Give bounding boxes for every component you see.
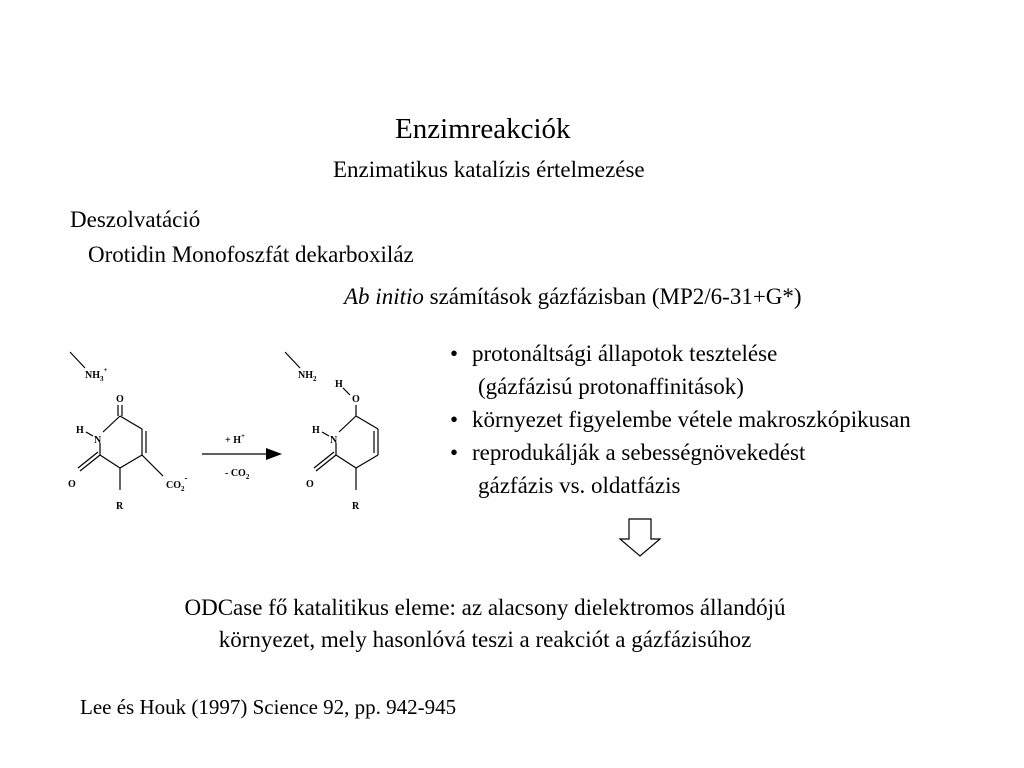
svg-text:NH2: [298, 370, 317, 383]
reference-citation: Lee és Houk (1997) Science 92, pp. 942-945: [80, 695, 457, 719]
ab-initio-line: [344, 285, 802, 308]
section-heading-desolvation: Deszolvatáció: [70, 207, 201, 232]
reactant-nh3-subscript: 3: [100, 375, 104, 383]
conclusion-line-1: ODCase fő katalitikus eleme: az alacsony dielektromos állandójú: [184, 595, 786, 620]
bullet-item: [450, 436, 911, 469]
product-labels: [298, 370, 360, 512]
bullet-item: [450, 337, 911, 370]
product-n-label: N: [330, 435, 338, 446]
product-o-left-label: O: [306, 479, 314, 490]
reactant-o-top-label: O: [116, 394, 124, 405]
product-o-top-label: O: [352, 394, 360, 405]
reactant-co2-subscript: 2: [181, 485, 185, 493]
arrow-bottom-label: - CO: [225, 468, 246, 479]
reactant-labels: [68, 366, 188, 512]
arrow-top-superscript: +: [240, 432, 245, 440]
product-h-label: H: [312, 425, 320, 436]
reaction-scheme: [60, 340, 390, 530]
product-r-label: R: [352, 501, 360, 512]
arrow-bottom-subscript: 2: [245, 473, 250, 481]
bullet-marker: •: [450, 440, 459, 465]
reactant-h-label: H: [76, 425, 84, 436]
bullet-marker: •: [450, 407, 459, 432]
down-arrow-icon: [618, 518, 662, 558]
section-subheading-odcase: Orotidin Monofoszfát dekarboxiláz: [88, 242, 414, 267]
bullet-text: reprodukálják a sebességnövekedést: [472, 440, 806, 465]
product-h-top-label: H: [335, 379, 343, 390]
reactant-n-label: N: [94, 435, 102, 446]
reactant-bonds: [70, 352, 163, 490]
reactant-nh3-label: NH: [85, 370, 100, 381]
ab-initio-italic: Ab initio: [344, 284, 424, 309]
conclusion-text: [80, 592, 890, 656]
bullet-item: [450, 403, 911, 436]
slide-title: Enzimreakciók: [395, 113, 571, 145]
reactant-co2-label: CO: [166, 480, 181, 491]
bullet-text: gázfázis vs. oldatfázis: [478, 473, 681, 498]
svg-text:+ H+: [225, 432, 245, 446]
bullet-text: (gázfázisú protonaffinitások): [478, 374, 744, 399]
reactant-r-label: R: [116, 501, 124, 512]
bullet-item: [450, 370, 911, 403]
product-nh2-label: NH: [298, 370, 313, 381]
svg-text:- CO2: [225, 468, 250, 481]
slide-subtitle: Enzimatikus katalízis értelmezése: [333, 157, 645, 182]
svg-text:CO2-: [166, 473, 188, 493]
reaction-arrow-head: [266, 448, 282, 460]
product-nh2-subscript: 2: [313, 375, 317, 383]
bullet-list: [450, 337, 911, 502]
arrow-top-label: + H: [225, 435, 241, 446]
conclusion-line-2: környezet, mely hasonlóvá teszi a reakciót a gázfázisúhoz: [218, 627, 752, 652]
bullet-text: protonáltsági állapotok tesztelése: [472, 341, 778, 366]
ab-initio-text: számítások gázfázisban (MP2/6-31+G*): [423, 284, 802, 309]
reaction-arrow: [202, 432, 282, 481]
reactant-o-left-label: O: [68, 479, 76, 490]
reactant-nh3-superscript: +: [103, 366, 108, 374]
bullet-item: [450, 469, 911, 502]
reactant-co2-superscript: -: [184, 473, 188, 483]
svg-text:NH3+: [85, 366, 108, 383]
bullet-marker: •: [450, 341, 459, 366]
bullet-text: környezet figyelembe vétele makroszkópikusan: [472, 407, 911, 432]
